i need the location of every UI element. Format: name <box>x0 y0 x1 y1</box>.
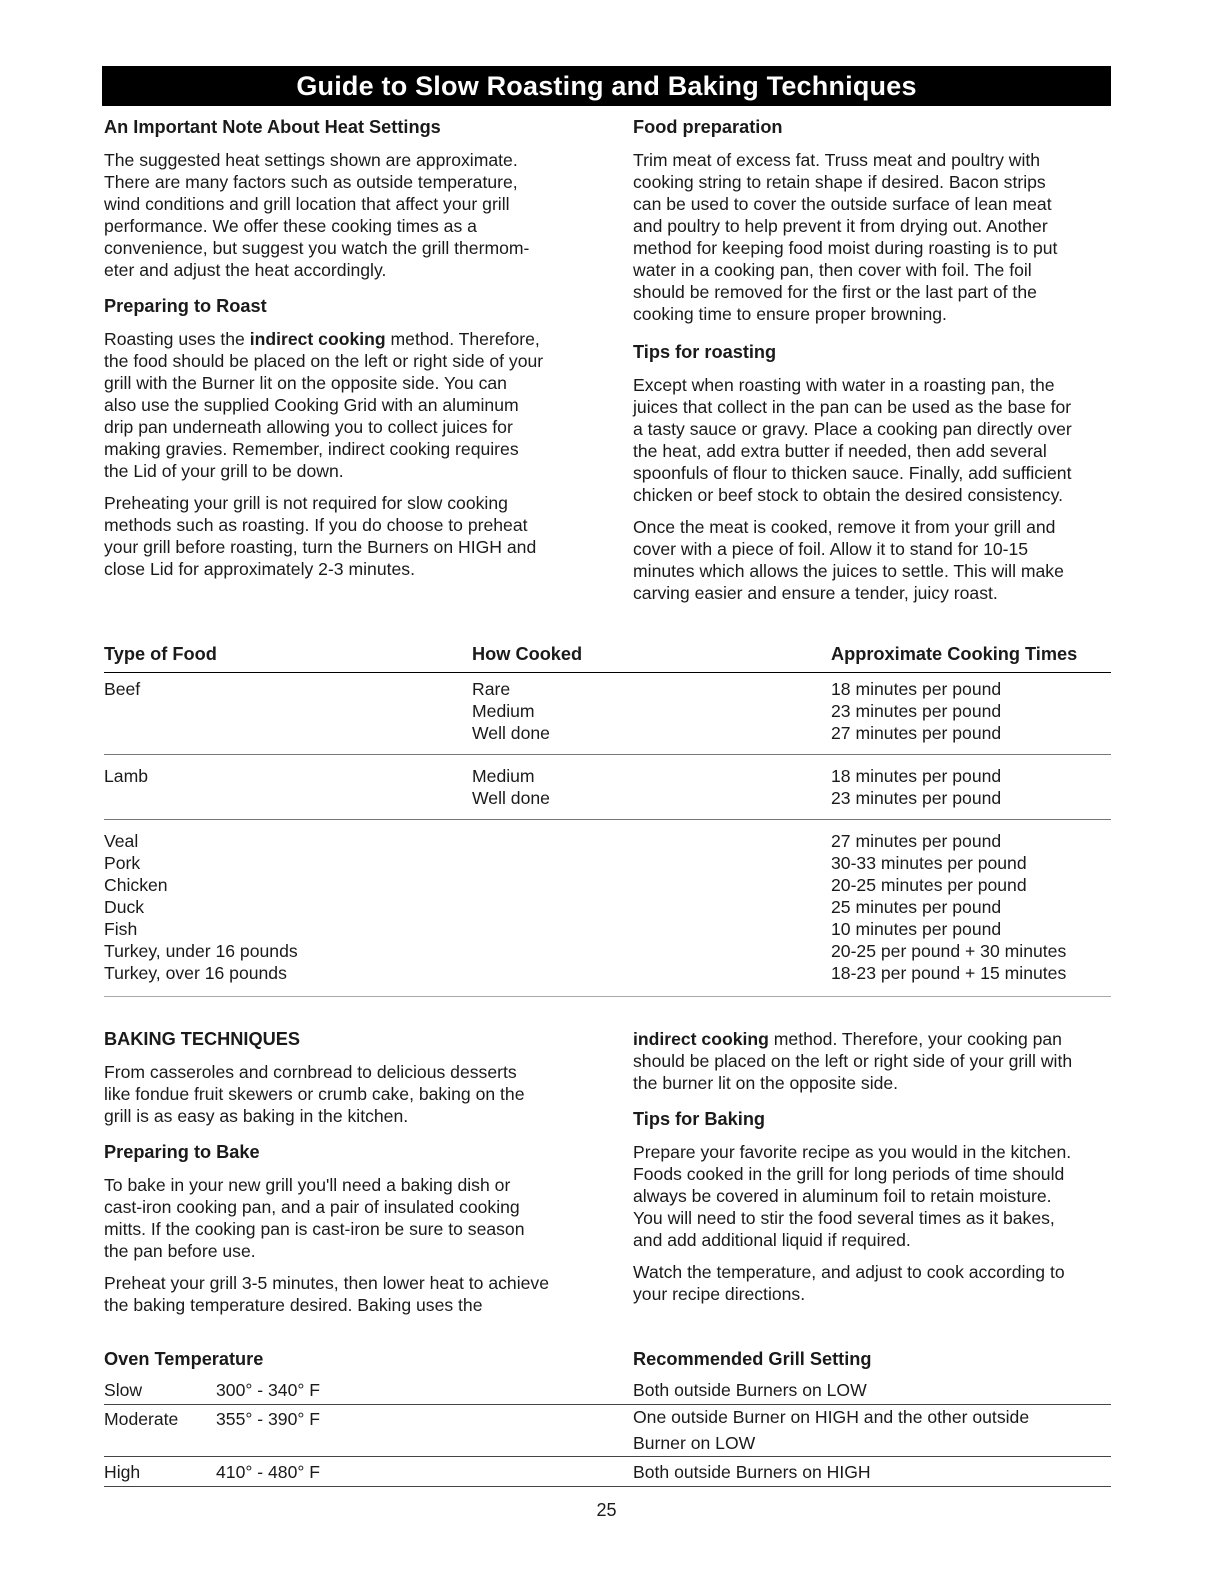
grill-setting-cell: Both outside Burners on LOW <box>633 1380 867 1400</box>
left-column-baking <box>104 1028 584 1326</box>
table-row <box>104 1376 1111 1405</box>
preparing-roast-text <box>104 328 584 482</box>
table-header <box>104 1348 1111 1376</box>
how-cell: Rare Medium Well done <box>472 679 550 743</box>
watch-temperature-text: Watch the temperature, and adjust to cook according to your recipe directions. <box>633 1262 1065 1304</box>
heat-settings-text: The suggested heat settings shown are approximate. There are many factors such as outside temperature, wind conditions and grill location that affect your grill performance. We offer these cooking times as a convenience, but suggest you watch the grill thermom- eter and adjust the heat accordingly. <box>104 150 530 280</box>
column-header-food: Type of Food <box>104 644 217 664</box>
roast-text-bold: indirect cooking <box>249 329 386 349</box>
column-header-how: How Cooked <box>472 644 583 664</box>
oven-temp-cell: 355° - 390° F <box>216 1409 321 1429</box>
baking-intro-text: From casseroles and cornbread to delicious desserts like fondue fruit skewers or crumb cake, baking on the grill is as easy as baking in the kitchen. <box>104 1062 525 1126</box>
time-cell: 18 minutes per pound 23 minutes per pound 27 minutes per pound <box>831 679 1002 743</box>
oven-temp-cell: 300° - 340° F <box>216 1380 321 1400</box>
roast-text-lead: Roasting uses the <box>104 329 250 349</box>
preparing-roast-heading: Preparing to Roast <box>104 296 267 316</box>
right-column-roasting <box>633 116 1111 614</box>
oven-name-cell: Slow <box>104 1380 143 1400</box>
grill-setting-cell: One outside Burner on HIGH and the other outside Burner on LOW <box>633 1407 1030 1453</box>
preheating-roast-text: Preheating your grill is not required for slow cooking methods such as roasting. If you do choose to preheat your grill before roasting, turn the Burners on HIGH and close Lid for approximately 2-3 minutes. <box>104 493 537 579</box>
oven-name-cell: High <box>104 1462 141 1482</box>
baking-techniques-heading <box>104 1028 584 1050</box>
food-cell: Veal Pork Chicken Duck Fish Turkey, under 16 pounds Turkey, over 16 pounds <box>104 831 298 983</box>
food-cell: Beef <box>104 679 141 699</box>
tips-baking-text: Prepare your favorite recipe as you would in the kitchen. Foods cooked in the grill for long periods of time should always be covered in aluminum foil to retain moisture. You will need to stir the food several times as it bakes, and add additional liquid if required. <box>633 1142 1072 1250</box>
time-cell: 18 minutes per pound 23 minutes per pound <box>831 766 1002 808</box>
oven-temp-cell: 410° - 480° F <box>216 1462 321 1482</box>
food-cell: Lamb <box>104 766 149 786</box>
preheat-bake-text: Preheat your grill 3-5 minutes, then lower heat to achieve the baking temperature desired. Baking uses the <box>104 1273 549 1315</box>
page-number: 25 <box>596 1500 617 1520</box>
heat-settings-heading: An Important Note About Heat Settings <box>104 117 441 137</box>
oven-temperature-table <box>104 1348 1111 1487</box>
food-preparation-text: Trim meat of excess fat. Truss meat and poultry with cooking string to retain shape if desired. Bacon strips can be used to cover the outside surface of lean meat and poultry to help prevent it from drying out. Another method for keeping food moist during roasting is to put water in a cooking pan, then cover with foil. The foil should be removed for the first or the last part of the cooking time to ensure proper browning. <box>633 150 1058 324</box>
cooking-times-table <box>104 641 1111 997</box>
column-header-oven: Oven Temperature <box>104 1349 264 1369</box>
preparing-bake-heading: Preparing to Bake <box>104 1142 260 1162</box>
oven-name-cell: Moderate <box>104 1409 179 1429</box>
table-row <box>104 755 1111 820</box>
how-cell: Medium Well done <box>472 766 550 808</box>
table-row <box>104 820 1111 997</box>
tips-roasting-text: Except when roasting with water in a roasting pan, the juices that collect in the pan can be used as the base for a tasty sauce or gravy. Place a cooking pan directly over the heat, add extra butter if needed, then add several spoonfuls of flour to thicken sauce. Finally, add sufficient chicken or beef stock to obtain the desired consistency. <box>633 375 1072 505</box>
grill-setting-cell: Both outside Burners on HIGH <box>633 1462 871 1482</box>
indirect-cooking-rest: method. Therefore, your cooking pan should be placed on the left or right side of your grill with the burner lit on the opposite side. <box>633 1029 1073 1093</box>
table-row <box>104 673 1111 755</box>
left-column-roasting <box>104 116 584 590</box>
preparing-bake-text: To bake in your new grill you'll need a baking dish or cast-iron cooking pan, and a pair of insulated cooking mitts. If the cooking pan is cast-iron be sure to season the pan before use. <box>104 1175 525 1261</box>
roast-text-rest: method. Therefore, the food should be placed on the left or right side of your grill with the Burner lit on the opposite side. You can also use the supplied Cooking Grid with an aluminum drip pan underneath allowing you to collect juices for making gravies. Remember, indirect cooking requires the Lid of your grill to be down. <box>104 329 544 481</box>
baking-techniques-heading-text: BAKING TECHNIQUES <box>104 1029 301 1049</box>
right-column-baking <box>633 1028 1111 1315</box>
food-preparation-heading: Food preparation <box>633 117 783 137</box>
indirect-cooking-bold: indirect cooking <box>633 1029 769 1049</box>
column-header-setting: Recommended Grill Setting <box>633 1349 872 1369</box>
once-cooked-text: Once the meat is cooked, remove it from your grill and cover with a piece of foil. Allow it to stand for 10-15 minutes which allows the juices to settle. This will make carving easier and ensure a tender, juicy roast. <box>633 517 1064 603</box>
tips-roasting-heading: Tips for roasting <box>633 342 777 362</box>
column-header-time: Approximate Cooking Times <box>831 644 1078 664</box>
indirect-cooking-continued-text <box>633 1028 1111 1094</box>
table-row <box>104 1405 1111 1457</box>
time-cell: 27 minutes per pound 30-33 minutes per pound 20-25 minutes per pound 25 minutes per pound 10 minutes per pound 20-25 per pound + 30 minutes 18-23 per pound + 15 minutes <box>831 831 1067 983</box>
tips-baking-heading: Tips for Baking <box>633 1109 766 1129</box>
table-header <box>104 641 1111 673</box>
table-row <box>104 1457 1111 1487</box>
page-title-banner: Guide to Slow Roasting and Baking Techniques <box>102 66 1111 106</box>
